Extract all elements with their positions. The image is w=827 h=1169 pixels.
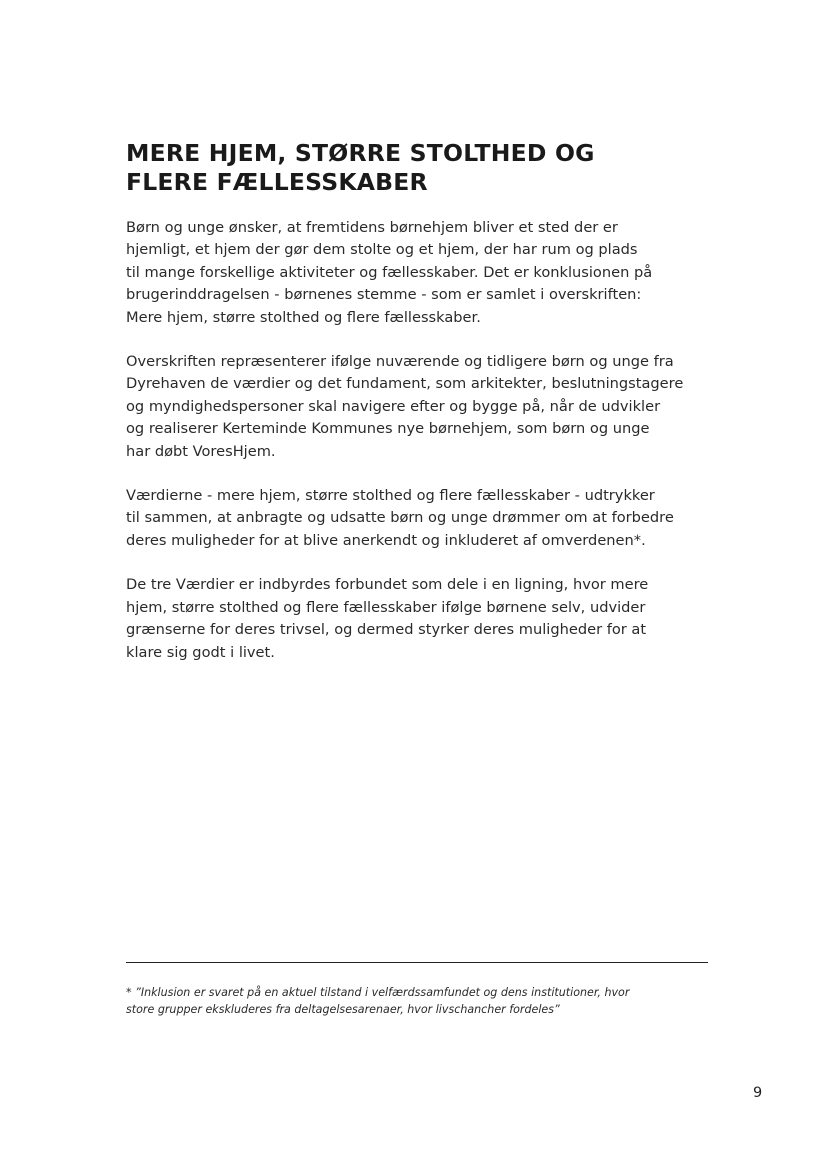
footnote-line-1: * ”Inklusion er svaret på en aktuel tilstand i velfærdssamfundet og dens institutioner, hvor <box>126 986 630 999</box>
paragraph-line: hjemligt, et hjem der gør dem stolte og et hjem, der har rum og plads <box>126 241 638 259</box>
paragraph-line: har døbt VoresHjem. <box>126 442 276 460</box>
paragraph-line: til sammen, at anbragte og udsatte børn og unge drømmer om at forbedre <box>126 509 674 527</box>
paragraph-1 <box>126 217 721 329</box>
paragraph-line: Værdierne - mere hjem, større stolthed og flere fællesskaber - udtrykker <box>126 487 655 505</box>
footnote-line-2: store grupper ekskluderes fra deltagelsesarenaer, hvor livschancher fordeles” <box>126 1003 560 1016</box>
heading-line-1: MERE HJEM, STØRRE STOLTHED OG <box>126 139 595 167</box>
paragraph-2 <box>126 351 721 463</box>
body-text <box>126 217 721 686</box>
paragraph-line: grænserne for deres trivsel, og dermed styrker deres muligheder for at <box>126 621 647 639</box>
paragraph-4 <box>126 574 721 664</box>
paragraph-line: hjem, større stolthed og flere fællesskaber ifølge børnene selv, udvider <box>126 598 646 616</box>
paragraph-3 <box>126 485 721 552</box>
footnote <box>126 984 716 1018</box>
paragraph-line: Dyrehaven de værdier og det fundament, som arkitekter, beslutningstagere <box>126 375 684 393</box>
paragraph-line: klare sig godt i livet. <box>126 643 275 661</box>
paragraph-line: og myndighedspersoner skal navigere efter og bygge på, når de udvikler <box>126 397 661 415</box>
paragraph-line: De tre Værdier er indbyrdes forbundet som dele i en ligning, hvor mere <box>126 576 649 594</box>
footnote-divider <box>126 962 708 963</box>
paragraph-line: Overskriften repræsenterer ifølge nuværende og tidligere børn og unge fra <box>126 353 674 371</box>
paragraph-line: og realiserer Kerteminde Kommunes nye børnehjem, som børn og unge <box>126 420 650 438</box>
paragraph-line: brugerinddragelsen - børnenes stemme - som er samlet i overskriften: <box>126 286 642 304</box>
page-heading <box>126 139 726 197</box>
paragraph-line: til mange forskellige aktiviteter og fællesskaber. Det er konklusionen på <box>126 263 653 281</box>
paragraph-line: Mere hjem, større stolthed og flere fællesskaber. <box>126 308 481 326</box>
page-number: 9 <box>753 1085 763 1101</box>
heading-line-2: FLERE FÆLLESSKABER <box>126 168 428 196</box>
paragraph-line: Børn og unge ønsker, at fremtidens børnehjem bliver et sted der er <box>126 219 618 236</box>
paragraph-line: deres muligheder for at blive anerkendt og inkluderet af omverdenen*. <box>126 531 646 549</box>
